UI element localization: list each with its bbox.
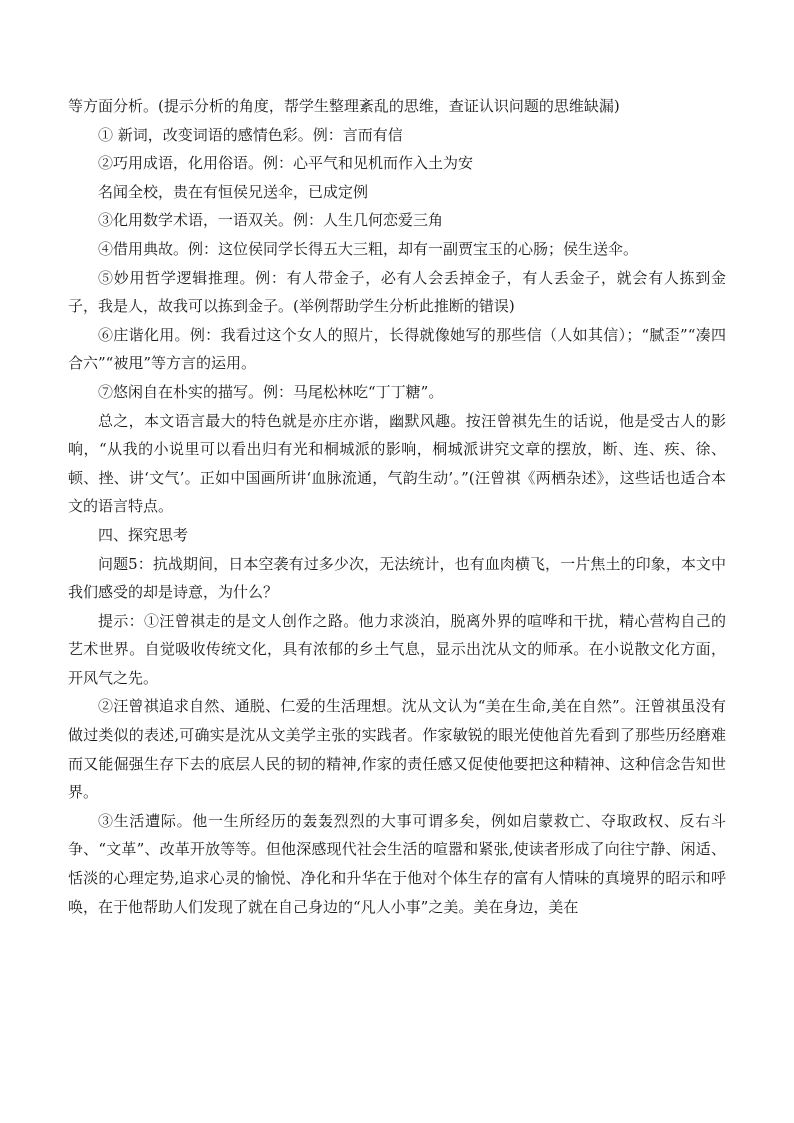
paragraph-item-7: ⑦悠闲自在朴实的描写。例：马尾松林吃“丁丁糖”。 bbox=[98, 382, 444, 401]
paragraph-item-5: ⑤妙用哲学逻辑推理。例：有人带金子，必有人会丢掉金子，有人丢金子，就会有人拣到金子，我是人，故我可以拣到金子。(举例帮助学生分析此推断的错误) bbox=[68, 268, 726, 316]
paragraph-item-4: ④借用典故。例：这位侯同学长得五大三粗，却有一副贾宝玉的心肠；侯生送伞。 bbox=[98, 239, 639, 258]
paragraph-item-1: ① 新词，改变词语的感情色彩。例：言而有信 bbox=[98, 125, 403, 144]
paragraph-item-2-cont: 名闻全校，贵在有恒侯兄送伞，已成定例 bbox=[98, 182, 369, 201]
document-body bbox=[68, 92, 726, 921]
paragraph-item-2: ②巧用成语，化用俗语。例：心平气和见机而作入土为安 bbox=[98, 154, 474, 173]
paragraph-hint-1: 提示：①汪曾祺走的是文人创作之路。他力求淡泊，脱离外界的喧哗和干扰，精心营构自己的艺术世界。自觉吸收传统文化，具有浓郁的乡土气息，显示出沈从文的师承。在小说散文化方面，开风气之先。 bbox=[68, 611, 726, 687]
paragraph-item-6: ⑥庄谐化用。例：我看过这个女人的照片，长得就像她写的那些信（人如其信）；“腻歪”“凑四合六”“被甩”等方言的运用。 bbox=[68, 325, 726, 373]
paragraph-hint-3: ③生活遭际。他一生所经历的轰轰烈烈的大事可谓多矣，例如启蒙救亡、夺取政权、反右斗争、“文革”、改革开放等等。但他深感现代社会生活的喧嚣和紧张,使读者形成了向往宁静、闲适、恬淡的心理定势,追求心灵的愉悦、净化和升华在于他对个体生存的富有人情味的真境界的昭示和呼唤，在于他帮助人们发现了就在自己身边的“凡人小事”之美。美在身边，美在 bbox=[68, 811, 726, 916]
paragraph-hint-2: ②汪曾祺追求自然、通脱、仁爱的生活理想。沈从文认为“美在生命,美在自然”。汪曾祺虽没有做过类似的表述,可确实是沈从文美学主张的实践者。作家敏锐的眼光使他首先看到了那些历经磨难而又能倔强生存下去的底层人民的韧的精神,作家的责任感又促使他要把这种精神、这种信念告知世界。 bbox=[68, 697, 726, 802]
paragraph-question-5: 问题5：抗战期间，日本空袭有过多少次，无法统计，也有血肉横飞，一片焦土的印象，本文中我们感受的却是诗意，为什么？ bbox=[68, 554, 726, 602]
paragraph-item-3: ③化用数学术语，一语双关。例：人生几何恋爱三角 bbox=[98, 211, 444, 230]
paragraph-intro: 等方面分析。(提示分析的角度，帮学生整理紊乱的思维，查证认识问题的思维缺漏) bbox=[68, 97, 620, 115]
section-heading: 四、探究思考 bbox=[98, 525, 189, 544]
paragraph-summary: 总之，本文语言最大的特色就是亦庄亦谐，幽默风趣。按汪曾祺先生的话说，他是受古人的影响，“从我的小说里可以看出归有光和桐城派的影响，桐城派讲究文章的摆放，断、连、疾、徐、顿、挫、讲‘文气’。正如中国画所讲‘血脉流通，气韵生动’。”(汪曾祺《两栖杂述》，这些话也适合本文的语言特点。 bbox=[68, 411, 726, 516]
